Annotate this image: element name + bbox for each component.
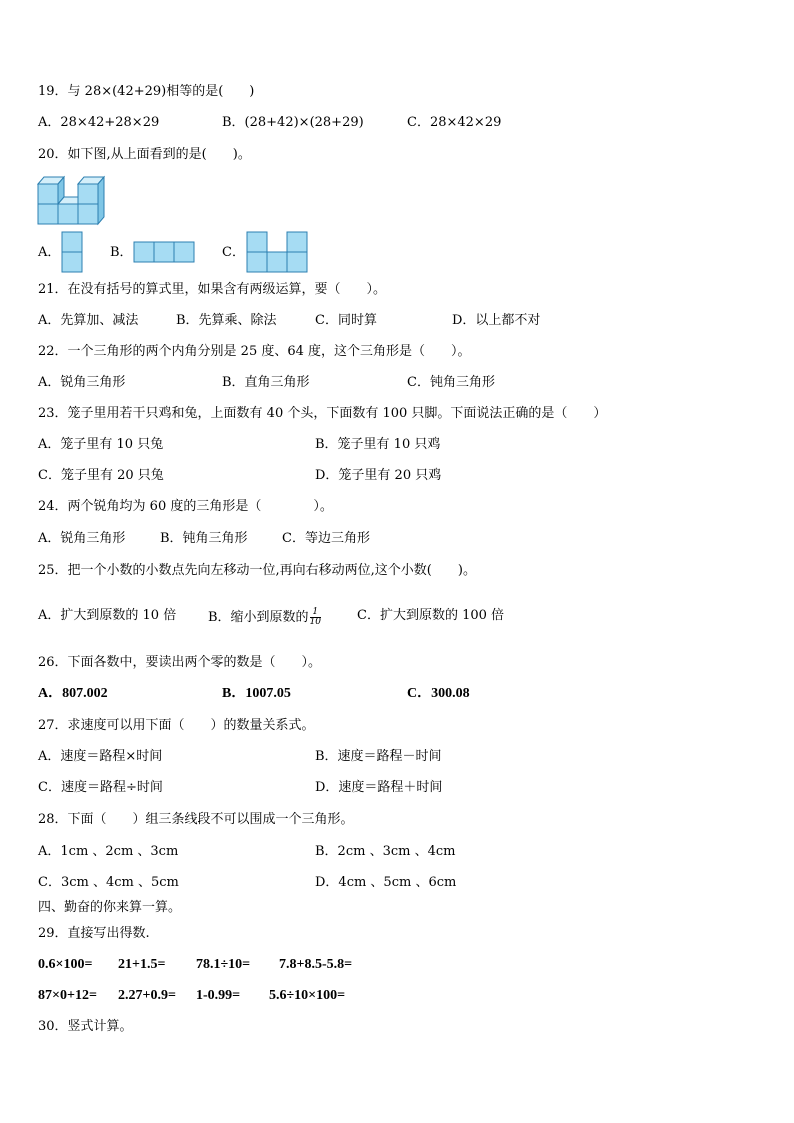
- q20-option-a-shape: [62, 232, 82, 272]
- q22-option-c: C．钝角三角形: [407, 375, 495, 390]
- q22-option-b: B．直角三角形: [222, 375, 310, 390]
- q27-option-c: C．速度＝路程÷时间: [38, 780, 163, 795]
- q25-option-c: C．扩大到原数的 100 倍: [357, 608, 505, 623]
- q24-option-a: A．锐角三角形: [38, 531, 126, 546]
- q20-option-a-label: A．: [38, 245, 61, 260]
- q20-option-c-label: C．: [222, 245, 245, 260]
- q29-stem: 29．直接写出得数.: [38, 926, 150, 941]
- q28-option-c: C．3cm 、4cm 、5cm: [38, 875, 179, 890]
- q27-option-d: D．速度＝路程＋时间: [315, 780, 443, 795]
- q25-option-b-text: B．缩小到原数的: [208, 610, 309, 625]
- q30-stem: 30．竖式计算。: [38, 1019, 133, 1034]
- q25-option-a: A．扩大到原数的 10 倍: [38, 608, 177, 623]
- q29-expr-5: 87×0+12=: [38, 988, 97, 1003]
- q24-option-c: C．等边三角形: [282, 531, 370, 546]
- q23-stem: 23．笼子里用若干只鸡和兔，上面数有 40 个头，下面数有 100 只脚。下面说法正确的是（ ）: [38, 406, 607, 421]
- q20-option-c-shape: [247, 232, 307, 272]
- q21-stem: 21．在没有括号的算式里，如果含有两级运算，要（ ）。: [38, 282, 387, 297]
- q25-fraction-denominator: 10: [309, 617, 322, 627]
- q29-expr-3: 78.1÷10=: [196, 957, 251, 972]
- q21-option-c: C．同时算: [315, 313, 377, 328]
- q19-option-b: B．(28+42)×(28+29): [222, 115, 364, 130]
- q27-stem: 27．求速度可以用下面（ ）的数量关系式。: [38, 718, 315, 733]
- q21-option-a: A．先算加、减法: [38, 313, 139, 328]
- q19-option-a: A．28×42+28×29: [38, 115, 160, 130]
- q29-expr-4: 7.8+8.5-5.8=: [279, 957, 353, 972]
- q20-stem: 20．如下图,从上面看到的是( )。: [38, 147, 251, 162]
- q27-option-b: B．速度＝路程－时间: [315, 749, 442, 764]
- q24-option-b: B．钝角三角形: [160, 531, 248, 546]
- q20-cube-figure: [38, 174, 108, 226]
- q28-option-a: A．1cm 、2cm 、3cm: [38, 844, 179, 859]
- q25-fraction: [310, 608, 321, 627]
- q23-option-b: B．笼子里有 10 只鸡: [315, 437, 441, 452]
- q29-expr-7: 1-0.99=: [196, 988, 241, 1003]
- q29-expr-8: 5.6÷10×100=: [269, 988, 346, 1003]
- q25-fraction-numerator: 1: [310, 608, 321, 618]
- q23-option-d: D．笼子里有 20 只鸡: [315, 468, 442, 483]
- q29-expr-1: 0.6×100=: [38, 957, 93, 972]
- q21-option-d: D．以上都不对: [452, 313, 541, 328]
- q22-option-a: A．锐角三角形: [38, 375, 126, 390]
- q19-stem: 19．与 28×(42+29)相等的是( ): [38, 84, 255, 99]
- q21-option-b: B．先算乘、除法: [176, 313, 277, 328]
- q19-option-c: C．28×42×29: [407, 115, 502, 130]
- q29-expr-2: 21+1.5=: [118, 957, 166, 972]
- section-heading: 四、勤奋的你来算一算。: [38, 900, 182, 915]
- q23-option-c: C．笼子里有 20 只兔: [38, 468, 164, 483]
- q26-stem: 26．下面各数中，要读出两个零的数是（ ）。: [38, 655, 322, 670]
- q25-option-b: [208, 608, 321, 627]
- q29-expr-6: 2.27+0.9=: [118, 988, 176, 1003]
- q23-option-a: A．笼子里有 10 只兔: [38, 437, 164, 452]
- q26-option-a: A．807.002: [38, 686, 108, 701]
- q24-stem: 24．两个锐角均为 60 度的三角形是（ ）。: [38, 499, 333, 514]
- q27-option-a: A．速度＝路程×时间: [38, 749, 163, 764]
- q20-option-b-label: B．: [110, 245, 133, 260]
- q28-option-d: D．4cm 、5cm 、6cm: [315, 875, 457, 890]
- q22-stem: 22．一个三角形的两个内角分别是 25 度、64 度，这个三角形是（ ）。: [38, 344, 471, 359]
- q25-stem: 25．把一个小数的小数点先向左移动一位,再向右移动两位,这个小数( )。: [38, 563, 476, 578]
- q26-option-c: C．300.08: [407, 686, 470, 701]
- q28-stem: 28．下面（ ）组三条线段不可以围成一个三角形。: [38, 812, 354, 827]
- q26-option-b: B．1007.05: [222, 686, 291, 701]
- q28-option-b: B．2cm 、3cm 、4cm: [315, 844, 456, 859]
- q20-option-b-shape: [134, 242, 194, 262]
